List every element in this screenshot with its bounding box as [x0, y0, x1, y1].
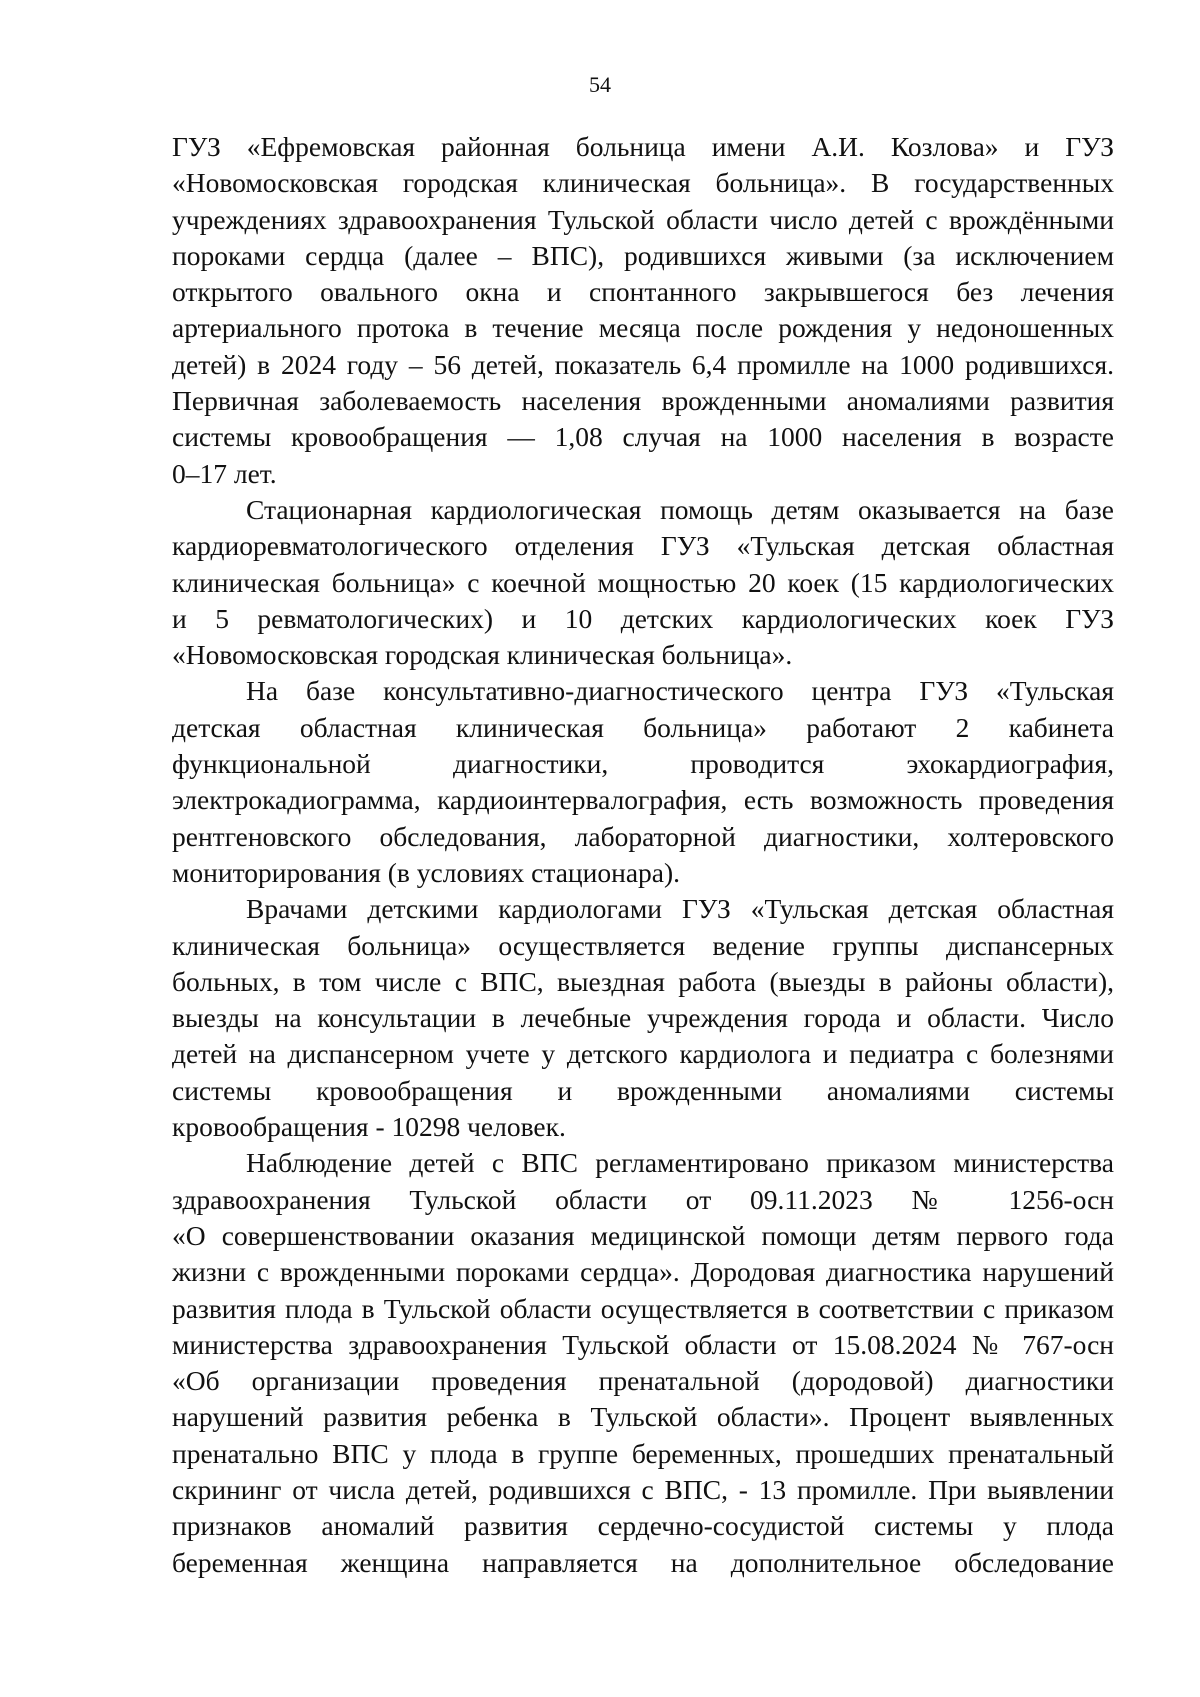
text-line: нарушений развития ребенка в Тульской области». Процент выявленных [172, 1401, 1114, 1433]
text-line: «Новомосковская городская клиническая больница». В государственных [172, 167, 1114, 199]
text-line: системы кровообращения — 1,08 случая на 1000 населения в возрасте [172, 421, 1114, 453]
text-line: детская областная клиническая больница» работают 2 кабинета [172, 711, 1114, 743]
text-line: учреждениях здравоохранения Тульской области число детей с врождёнными [172, 203, 1114, 235]
text-line: мониторирования (в условиях стационара). [172, 856, 681, 888]
text-line: беременная женщина направляется на дополнительное обследование [172, 1546, 1114, 1578]
text-line: кардиоревматологического отделения ГУЗ «Тульская детская областная [172, 530, 1114, 562]
text-line: На базе консультативно-диагностического центра ГУЗ «Тульская [246, 675, 1114, 707]
text-line: Первичная заболеваемость населения врожденными аномалиями развития [172, 385, 1114, 417]
text-line: признаков аномалий развития сердечно-сосудистой системы у плода [172, 1510, 1114, 1542]
text-line: здравоохранения Тульской области от 09.11.2023 № 1256-осн [172, 1183, 1114, 1215]
text-line: клиническая больница» с коечной мощностью 20 коек (15 кардиологических [172, 566, 1114, 598]
text-line: «Новомосковская городская клиническая больница». [172, 639, 793, 671]
text-line: скрининг от числа детей, родившихся с ВПС, - 13 промилле. При выявлении [172, 1473, 1114, 1505]
text-line: детей на диспансерном учете у детского кардиолога и педиатра с болезнями [172, 1038, 1114, 1070]
text-line: 0–17 лет. [172, 457, 277, 489]
text-line: и 5 ревматологических) и 10 детских кардиологических коек ГУЗ [172, 602, 1114, 634]
text-line: артериального протока в течение месяца после рождения у недоношенных [172, 312, 1114, 344]
text-line: развития плода в Тульской области осуществляется в соответствии с приказом [172, 1292, 1114, 1324]
text-line: рентгеновского обследования, лабораторной диагностики, холтеровского [172, 820, 1114, 852]
text-line: открытого овального окна и спонтанного закрывшегося без лечения [172, 276, 1114, 308]
text-line: пороками сердца (далее – ВПС), родившихся живыми (за исключением [172, 239, 1114, 271]
text-line: министерства здравоохранения Тульской области от 15.08.2024 № 767-осн [172, 1328, 1114, 1360]
text-line: жизни с врожденными пороками сердца». Дородовая диагностика нарушений [172, 1256, 1114, 1288]
text-line: Наблюдение детей с ВПС регламентировано приказом министерства [246, 1147, 1114, 1179]
text-line: выезды на консультации в лечебные учреждения города и области. Число [172, 1002, 1114, 1034]
text-line: системы кровообращения и врожденными аномалиями системы [172, 1074, 1114, 1106]
text-line: детей) в 2024 году – 56 детей, показатель 6,4 промилле на 1000 родившихся. [172, 348, 1114, 380]
body-text [172, 129, 1114, 1581]
text-line: электрокадиограмма, кардиоинтервалография, есть возможность проведения [172, 784, 1114, 816]
text-line: «О совершенствовании оказания медицинской помощи детям первого года [172, 1219, 1114, 1251]
text-line: кровообращения - 10298 человек. [172, 1111, 566, 1143]
text-line: Врачами детскими кардиологами ГУЗ «Тульская детская областная [246, 893, 1114, 925]
text-line: «Об организации проведения пренатальной (дородовой) диагностики [172, 1365, 1114, 1397]
text-line: ГУЗ «Ефремовская районная больница имени А.И. Козлова» и ГУЗ [172, 131, 1114, 162]
text-line: Стационарная кардиологическая помощь детям оказывается на базе [246, 493, 1114, 525]
text-line: больных, в том числе с ВПС, выездная работа (выезды в районы области), [172, 965, 1114, 997]
text-line: пренатально ВПС у плода в группе беременных, прошедших пренатальный [172, 1437, 1114, 1469]
text-line: клиническая больница» осуществляется ведение группы диспансерных [172, 929, 1114, 961]
page-number: 54 [589, 72, 611, 97]
text-line: функциональной диагностики, проводится эхокардиография, [172, 748, 1114, 780]
